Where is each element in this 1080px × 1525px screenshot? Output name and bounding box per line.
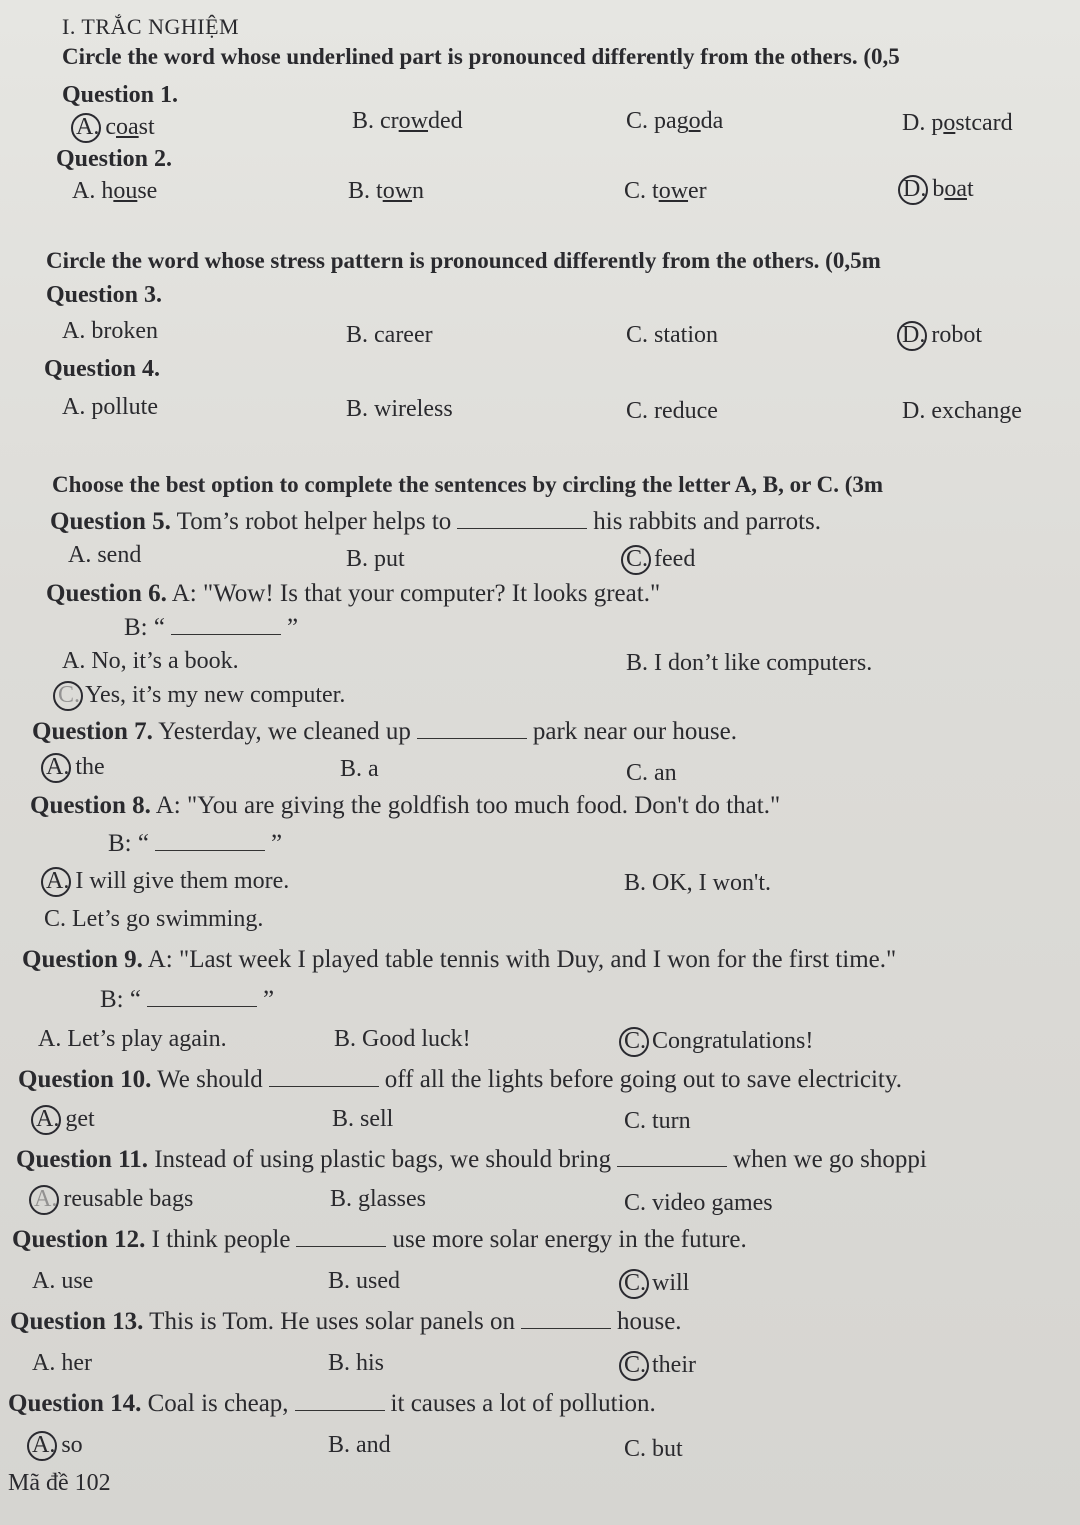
question-text: We should [157, 1066, 263, 1093]
exam-code: Mã đề 102 [8, 1470, 111, 1496]
q2-option-b[interactable] [348, 178, 424, 205]
option-letter: C. [624, 1352, 647, 1378]
answer-blank[interactable] [521, 1327, 611, 1329]
q11-option-c[interactable]: C. video games [624, 1190, 773, 1216]
question-text: Instead of using plastic bags, we should bring [154, 1146, 612, 1173]
question-text: park near our house. [532, 718, 737, 745]
question-label: Question 6. [46, 580, 167, 607]
q6-response-line: B: “ ” [124, 614, 299, 641]
instruction-pronunciation: Circle the word whose underlined part is pronounced differently from the others. (0,5 [62, 44, 900, 69]
q5-option-b[interactable]: B. put [346, 546, 405, 572]
option-text: will [652, 1270, 690, 1296]
question-text: his rabbits and parrots. [593, 508, 822, 535]
option-text: the [75, 754, 105, 780]
question-text: A: "You are giving the goldfish too much food. Don't do that." [155, 792, 781, 819]
word-part: ded [428, 108, 463, 134]
option-text: so [61, 1432, 83, 1458]
q4-option-b[interactable]: B. wireless [346, 396, 453, 422]
q3-option-c[interactable]: C. station [626, 322, 719, 348]
answer-blank[interactable] [155, 849, 265, 851]
q5-option-a[interactable]: A. send [68, 542, 142, 568]
q12-option-c[interactable] [624, 1270, 689, 1297]
q9-option-c[interactable] [624, 1028, 813, 1055]
underlined-part: ow [398, 108, 429, 134]
underlined-part: ow [658, 178, 689, 204]
question-text: off all the lights before going out to save electricity. [384, 1066, 903, 1093]
answer-circle-mark [898, 175, 928, 205]
option-letter: A. [32, 1432, 56, 1458]
answer-circle-mark [27, 1431, 57, 1461]
q3-option-a[interactable]: A. broken [62, 318, 158, 344]
word-part: da [700, 108, 724, 134]
q2-option-c[interactable] [624, 178, 707, 205]
question-4-label: Question 4. [44, 356, 161, 382]
answer-circle-mark [41, 867, 71, 897]
q10-option-c[interactable]: C. turn [624, 1108, 691, 1134]
q8-option-a[interactable] [46, 868, 289, 895]
q1-option-d[interactable] [902, 110, 1013, 137]
q11-option-a[interactable] [34, 1186, 193, 1213]
question-text: use more solar energy in the future. [392, 1226, 747, 1253]
question-text: Tom’s robot helper helps to [176, 508, 452, 535]
question-label: Question 11. [16, 1146, 148, 1173]
option-letter: C. [58, 682, 81, 708]
q10-option-a[interactable] [36, 1106, 95, 1133]
word-part: c [105, 114, 116, 140]
option-letter: B. [352, 108, 375, 134]
option-letter: A. [46, 868, 70, 894]
question-text: house. [616, 1308, 682, 1335]
question-label: Question 14. [8, 1390, 142, 1417]
word-part: t [967, 176, 974, 202]
option-letter: B. [348, 178, 371, 204]
option-text: I will give them more. [75, 868, 290, 894]
q13-option-b[interactable]: B. his [328, 1350, 385, 1376]
answer-blank[interactable] [296, 1245, 386, 1247]
underlined-part: oa [116, 114, 139, 140]
question-text: when we go shoppi [733, 1146, 927, 1173]
q12-option-b[interactable]: B. used [328, 1268, 400, 1294]
q4-option-d[interactable]: D. exchange [902, 398, 1022, 424]
speaker-label: B: [100, 986, 124, 1013]
answer-blank[interactable] [147, 1005, 257, 1007]
word-part: er [688, 178, 707, 204]
option-text: robot [931, 322, 983, 348]
option-letter: A. [36, 1106, 60, 1132]
answer-blank[interactable] [295, 1409, 385, 1411]
answer-circle-mark [619, 1351, 649, 1381]
answer-circle-mark [621, 545, 651, 575]
q13-option-c[interactable] [624, 1352, 696, 1379]
q8-response-line: B: “ ” [108, 830, 283, 857]
question-label: Question 5. [50, 508, 171, 535]
question-text: Yesterday, we cleaned up [158, 718, 411, 745]
q6-option-c[interactable] [58, 682, 345, 709]
question-text: it causes a lot of pollution. [390, 1390, 656, 1417]
answer-blank[interactable] [269, 1085, 379, 1087]
question-text: Coal is cheap, [147, 1390, 289, 1417]
question-label: Question 13. [10, 1308, 144, 1335]
instruction-choose: Choose the best option to complete the sentences by circling the letter A, B, or C. (3m [52, 472, 884, 497]
q1-option-b[interactable] [352, 108, 463, 135]
option-letter: A. [46, 754, 70, 780]
option-letter: C. [626, 546, 649, 572]
question-text: A: "Last week I played table tennis with Duy, and I won for the first time." [147, 946, 897, 973]
question-3-label: Question 3. [46, 282, 163, 308]
q13-option-a[interactable]: A. her [32, 1350, 92, 1376]
q8-option-b[interactable]: B. OK, I won't. [624, 870, 771, 896]
word-part: n [412, 178, 425, 204]
speaker-label: B: [124, 614, 148, 641]
word-part: b [932, 176, 945, 202]
q7-option-a[interactable] [46, 754, 105, 781]
option-text: get [65, 1106, 95, 1132]
section-title: I. TRẮC NGHIỆM [62, 14, 240, 39]
q6-option-b[interactable]: B. I don’t like computers. [626, 650, 873, 676]
word-part: pag [654, 108, 689, 134]
option-text: reusable bags [63, 1186, 194, 1212]
question-5 [50, 508, 821, 536]
q2-option-d[interactable] [903, 176, 974, 203]
question-text: This is Tom. He uses solar panels on [149, 1308, 515, 1335]
option-letter: D. [902, 110, 926, 136]
question-10 [18, 1066, 902, 1094]
q14-option-b[interactable]: B. and [328, 1432, 391, 1458]
question-8 [30, 792, 780, 820]
q5-option-c[interactable] [626, 546, 695, 573]
word-part: p [931, 110, 944, 136]
option-letter: D. [903, 176, 927, 202]
option-letter: A. [34, 1186, 58, 1212]
word-part: cr [380, 108, 399, 134]
answer-blank[interactable] [171, 633, 281, 635]
q6-option-a[interactable]: A. No, it’s a book. [62, 648, 239, 674]
underlined-part: o [943, 110, 956, 136]
answer-blank[interactable] [617, 1165, 727, 1167]
q14-option-c[interactable]: C. but [624, 1436, 683, 1462]
q1-option-a[interactable] [76, 114, 155, 141]
question-label: Question 7. [32, 718, 153, 745]
q9-option-b[interactable]: B. Good luck! [334, 1026, 471, 1052]
question-text: I think people [151, 1226, 291, 1253]
option-letter: D. [902, 322, 926, 348]
q12-option-a[interactable]: A. use [32, 1268, 94, 1294]
question-11 [16, 1146, 927, 1174]
question-12 [12, 1226, 747, 1254]
speaker-label: B: [108, 830, 132, 857]
underlined-part: ou [113, 178, 138, 204]
q4-option-a[interactable]: A. pollute [62, 394, 158, 420]
question-text: A: "Wow! Is that your computer? It looks great." [171, 580, 661, 607]
question-label: Question 10. [18, 1066, 152, 1093]
option-letter: C. [624, 1270, 647, 1296]
answer-blank[interactable] [417, 737, 527, 739]
q9-option-a[interactable]: A. Let’s play again. [38, 1026, 227, 1052]
question-9 [22, 946, 896, 974]
q1-option-c[interactable] [626, 108, 723, 135]
question-label: Question 9. [22, 946, 143, 973]
question-13 [10, 1308, 682, 1336]
option-letter: A. [76, 114, 100, 140]
question-7 [32, 718, 737, 746]
underlined-part: oa [944, 176, 967, 202]
answer-circle-mark [71, 113, 101, 143]
q7-option-b[interactable]: B. a [340, 756, 379, 782]
q14-option-a[interactable] [32, 1432, 83, 1459]
q4-option-c[interactable]: C. reduce [626, 398, 718, 424]
word-part: se [137, 178, 158, 204]
option-text: Congratulations! [652, 1028, 814, 1054]
answer-blank[interactable] [457, 527, 587, 529]
word-part: t [376, 178, 383, 204]
option-text: feed [654, 546, 696, 572]
option-text: Yes, it’s my new computer. [85, 682, 346, 708]
question-1-label: Question 1. [62, 82, 179, 108]
q11-option-b[interactable]: B. glasses [330, 1186, 426, 1212]
q7-option-c[interactable]: C. an [626, 760, 677, 786]
option-letter: C. [624, 1028, 647, 1054]
word-part: st [138, 114, 155, 140]
question-6 [46, 580, 660, 608]
q3-option-d[interactable] [902, 322, 982, 349]
option-letter: A. [72, 178, 96, 204]
q2-option-a[interactable] [72, 178, 157, 205]
option-text: their [652, 1352, 696, 1378]
q9-response-line: B: “ ” [100, 986, 275, 1013]
word-part: t [652, 178, 659, 204]
question-2-label: Question 2. [56, 146, 173, 172]
q10-option-b[interactable]: B. sell [332, 1106, 394, 1132]
answer-circle-mark [31, 1105, 61, 1135]
word-part: h [101, 178, 114, 204]
answer-circle-mark [619, 1027, 649, 1057]
answer-circle-mark [41, 753, 71, 783]
question-14 [8, 1390, 656, 1418]
question-label: Question 8. [30, 792, 151, 819]
instruction-stress: Circle the word whose stress pattern is pronounced differently from the others. (0,5m [46, 248, 881, 273]
option-letter: C. [626, 108, 649, 134]
q8-option-c[interactable]: C. Let’s go swimming. [44, 906, 264, 932]
answer-circle-mark [619, 1269, 649, 1299]
answer-circle-mark [897, 321, 927, 351]
q3-option-b[interactable]: B. career [346, 322, 433, 348]
question-label: Question 12. [12, 1226, 146, 1253]
word-part: stcard [955, 110, 1013, 136]
underlined-part: ow [382, 178, 413, 204]
underlined-part: o [688, 108, 701, 134]
option-letter: C. [624, 178, 647, 204]
